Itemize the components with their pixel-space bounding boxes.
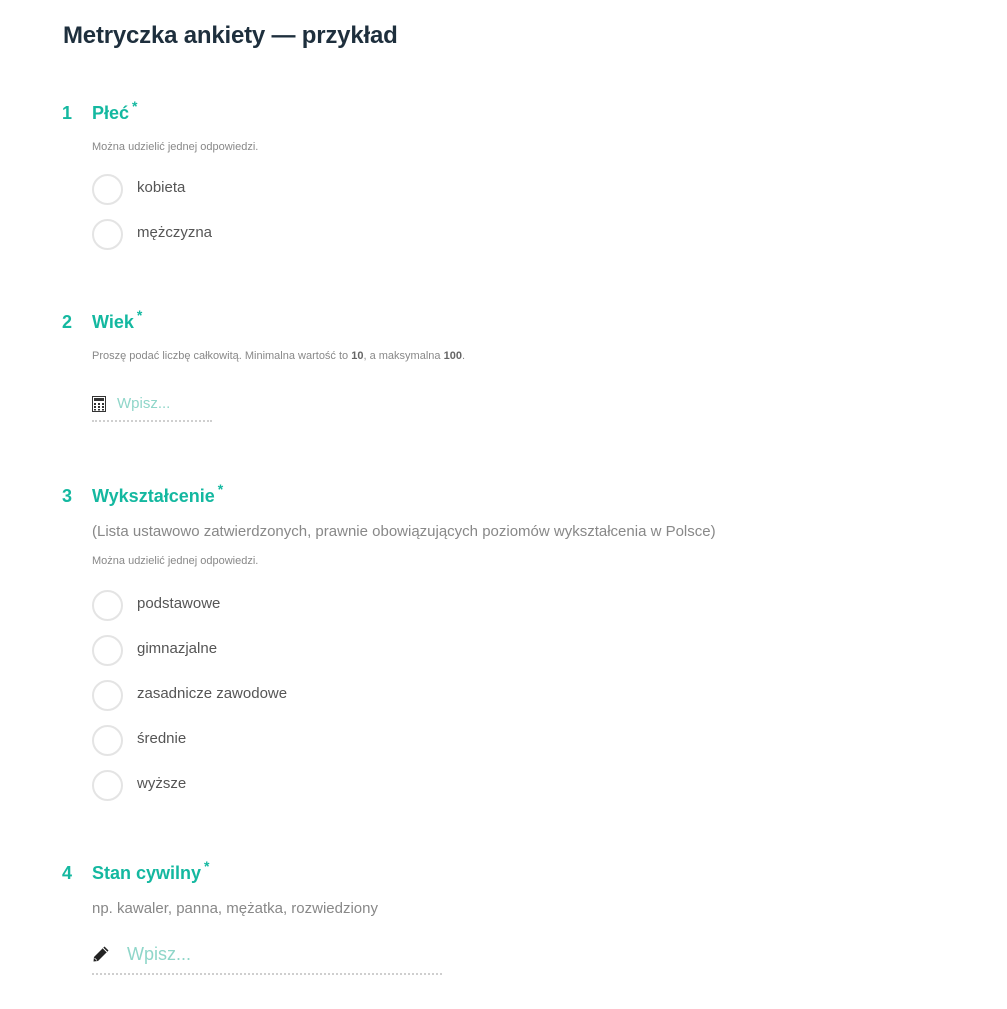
option-label: kobieta — [137, 179, 186, 196]
option-label: mężczyzna — [137, 224, 213, 241]
marital-status-input[interactable] — [127, 941, 437, 967]
question-hint — [92, 350, 465, 362]
option-label: podstawowe — [137, 595, 221, 612]
radio-button[interactable] — [92, 680, 123, 711]
option-mezczyzna[interactable] — [92, 219, 392, 251]
hint-middle: , a maksymalna — [363, 350, 444, 362]
option-wyzsze[interactable] — [92, 770, 392, 802]
question-marital-status — [0, 858, 1007, 983]
question-hint: Można udzielić jednej odpowiedzi. — [92, 555, 259, 567]
age-input-row — [92, 392, 214, 424]
option-gimnazjalne[interactable] — [92, 635, 392, 667]
question-number: 1 — [62, 103, 73, 123]
question-title — [92, 98, 138, 124]
required-marker: * — [204, 858, 210, 874]
question-number: 3 — [62, 486, 73, 506]
question-title — [92, 307, 143, 333]
question-description: np. kawaler, panna, mężatka, rozwiedziony — [92, 900, 378, 917]
required-marker: * — [132, 98, 138, 114]
question-title-text: Wykształcenie — [92, 486, 215, 506]
marital-input-row — [92, 941, 444, 977]
question-title-text: Płeć — [92, 103, 130, 123]
input-underline — [92, 973, 442, 975]
hint-min-value: 10 — [351, 350, 364, 362]
question-age — [0, 307, 1007, 427]
option-label: zasadnicze zawodowe — [137, 685, 288, 702]
required-marker: * — [136, 307, 143, 323]
question-gender — [0, 98, 1007, 253]
input-underline — [92, 420, 212, 422]
option-label: gimnazjalne — [137, 640, 218, 657]
age-input[interactable] — [117, 392, 212, 414]
hint-prefix: Proszę podać liczbę całkowitą. Minimalna wartość to — [92, 350, 352, 362]
question-title-text: Stan cywilny — [92, 863, 202, 883]
question-education — [0, 481, 1007, 806]
question-number: 2 — [62, 312, 73, 332]
option-kobieta[interactable] — [92, 174, 392, 206]
question-hint: Można udzielić jednej odpowiedzi. — [92, 141, 259, 153]
option-podstawowe[interactable] — [92, 590, 392, 622]
radio-button[interactable] — [92, 174, 123, 205]
calculator-icon — [92, 396, 106, 417]
required-marker: * — [217, 481, 224, 497]
radio-button[interactable] — [92, 635, 123, 666]
question-number: 4 — [62, 863, 73, 883]
option-srednie[interactable] — [92, 725, 392, 757]
radio-button[interactable] — [92, 590, 123, 621]
hint-suffix: . — [461, 350, 465, 362]
pencil-icon — [92, 945, 110, 968]
radio-button[interactable] — [92, 725, 123, 756]
question-description: (Lista ustawowo zatwierdzonych, prawnie obowiązujących poziomów wykształcenia w Polsce) — [92, 523, 716, 540]
hint-max-value: 100 — [443, 350, 462, 362]
page-title: Metryczka ankiety — przykład — [63, 22, 398, 49]
option-label: średnie — [137, 730, 187, 747]
question-title-text: Wiek — [92, 312, 134, 332]
radio-button[interactable] — [92, 219, 123, 250]
option-zasadnicze-zawodowe[interactable] — [92, 680, 392, 712]
question-title — [92, 481, 224, 507]
question-title — [92, 858, 210, 884]
radio-button[interactable] — [92, 770, 123, 801]
option-label: wyższe — [137, 775, 187, 792]
